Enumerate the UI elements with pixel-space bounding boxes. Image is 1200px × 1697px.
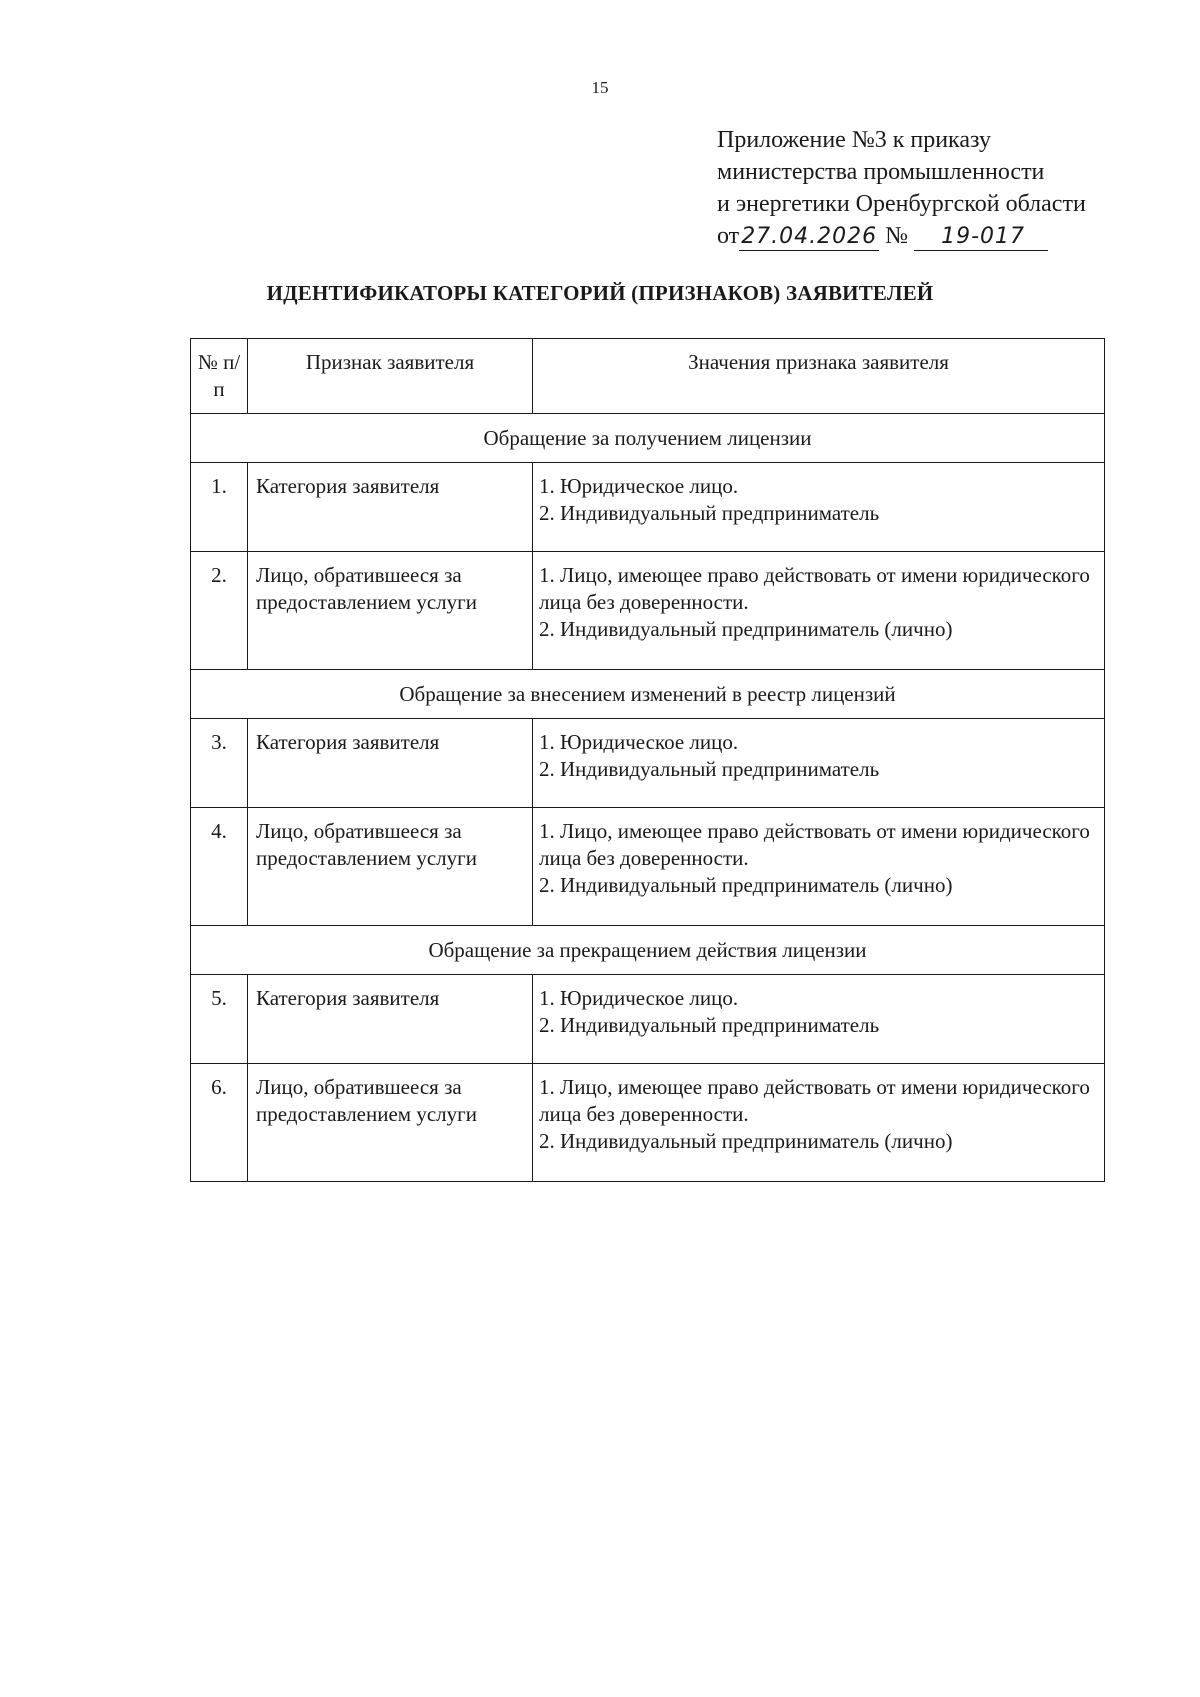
- applicant-attribute: Категория заявителя: [248, 719, 533, 808]
- appendix-line-1: Приложение №3 к приказу: [717, 127, 991, 153]
- attribute-value: 2. Индивидуальный предприниматель: [539, 757, 880, 781]
- section-row: [191, 670, 1105, 719]
- number-prefix: №: [885, 223, 909, 249]
- table-row: [191, 808, 1105, 926]
- attribute-values: [533, 808, 1105, 926]
- table-row: [191, 719, 1105, 808]
- page-number: 15: [591, 78, 609, 97]
- row-number: 3.: [191, 719, 248, 808]
- appendix-line-2: министерства промышленности: [717, 159, 1045, 185]
- attribute-values: [533, 1064, 1105, 1182]
- row-number: 6.: [191, 1064, 248, 1182]
- attribute-value: 2. Индивидуальный предприниматель: [539, 1013, 880, 1037]
- attribute-values: [533, 719, 1105, 808]
- row-number: 5.: [191, 975, 248, 1064]
- handwritten-order-number: 19-017: [914, 224, 1048, 251]
- table-row: [191, 552, 1105, 670]
- attribute-values: [533, 552, 1105, 670]
- row-number: 4.: [191, 808, 248, 926]
- attribute-value: 1. Юридическое лицо.: [539, 986, 739, 1010]
- attribute-values: [533, 463, 1105, 552]
- row-number: 2.: [191, 552, 248, 670]
- handwritten-date: 27.04.2026: [739, 224, 879, 251]
- attribute-value: 1. Юридическое лицо.: [539, 474, 739, 498]
- attribute-value: 2. Индивидуальный предприниматель (лично): [539, 873, 953, 897]
- table-body: [191, 414, 1105, 1182]
- document-title: ИДЕНТИФИКАТОРЫ КАТЕГОРИЙ (ПРИЗНАКОВ) ЗАЯВИТЕЛЕЙ: [266, 281, 934, 305]
- attribute-value: 2. Индивидуальный предприниматель (лично): [539, 1129, 953, 1153]
- table-row: [191, 1064, 1105, 1182]
- applicant-identifiers-table: [190, 338, 1105, 1182]
- row-number: 1.: [191, 463, 248, 552]
- table-row: [191, 463, 1105, 552]
- section-row: [191, 414, 1105, 463]
- attribute-value: 1. Лицо, имеющее право действовать от имени юридического лица без доверенности.: [539, 1075, 1090, 1126]
- attribute-value: 2. Индивидуальный предприниматель (лично): [539, 617, 953, 641]
- section-title: Обращение за получением лицензии: [191, 414, 1105, 463]
- attribute-value: 1. Лицо, имеющее право действовать от имени юридического лица без доверенности.: [539, 819, 1090, 870]
- order-date-number-line: [717, 220, 1086, 252]
- appendix-line-3: и энергетики Оренбургской области: [717, 191, 1086, 217]
- applicant-attribute: Категория заявителя: [248, 975, 533, 1064]
- section-row: [191, 926, 1105, 975]
- date-prefix: от: [717, 223, 740, 249]
- table-row: [191, 975, 1105, 1064]
- attribute-value: 1. Юридическое лицо.: [539, 730, 739, 754]
- header-values: Значения признака заявителя: [533, 339, 1105, 414]
- attribute-value: 1. Лицо, имеющее право действовать от имени юридического лица без доверенности.: [539, 563, 1090, 614]
- section-title: Обращение за внесением изменений в реестр лицензий: [191, 670, 1105, 719]
- applicant-attribute: Лицо, обратившееся за предоставлением услуги: [248, 808, 533, 926]
- section-title: Обращение за прекращением действия лицензии: [191, 926, 1105, 975]
- attribute-value: 2. Индивидуальный предприниматель: [539, 501, 880, 525]
- appendix-block: [717, 124, 1086, 252]
- attribute-values: [533, 975, 1105, 1064]
- applicant-attribute: Лицо, обратившееся за предоставлением услуги: [248, 1064, 533, 1182]
- header-num: № п/п: [191, 339, 248, 414]
- applicant-attribute: Категория заявителя: [248, 463, 533, 552]
- applicant-attribute: Лицо, обратившееся за предоставлением услуги: [248, 552, 533, 670]
- table-header-row: [191, 339, 1105, 414]
- header-attribute: Признак заявителя: [248, 339, 533, 414]
